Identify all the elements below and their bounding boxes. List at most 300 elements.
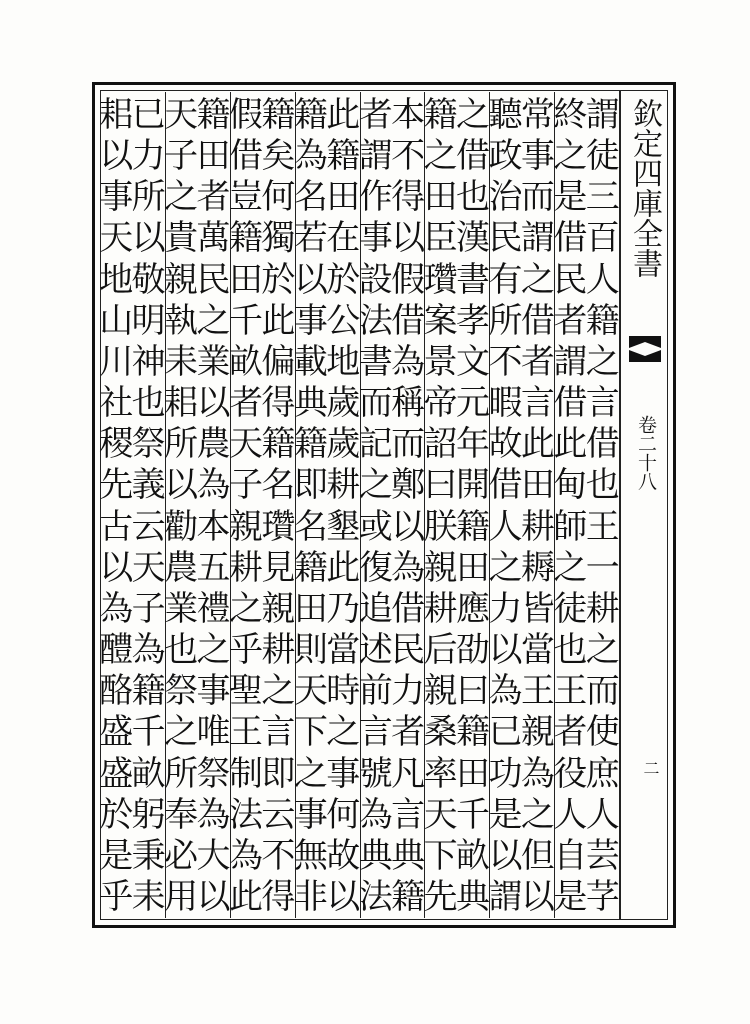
glyph: 下 bbox=[423, 835, 458, 876]
glyph: 籍 bbox=[228, 218, 263, 259]
glyph: 或 bbox=[358, 506, 393, 547]
glyph: 即 bbox=[293, 465, 328, 506]
glyph: 執 bbox=[164, 300, 199, 341]
glyph: 以 bbox=[196, 383, 231, 424]
glyph: 借 bbox=[553, 218, 588, 259]
glyph: 載 bbox=[293, 341, 328, 382]
glyph: 者 bbox=[196, 177, 231, 218]
glyph: 言 bbox=[585, 383, 620, 424]
glyph: 制 bbox=[228, 753, 263, 794]
glyph: 之 bbox=[326, 712, 361, 753]
glyph: 之 bbox=[488, 547, 523, 588]
glyph: 畝 bbox=[228, 341, 263, 382]
glyph: 耒 bbox=[131, 876, 166, 917]
glyph: 是 bbox=[553, 177, 588, 218]
glyph: 之 bbox=[228, 588, 263, 629]
glyph: 王 bbox=[585, 506, 620, 547]
glyph: 曰 bbox=[423, 465, 458, 506]
glyph: 用 bbox=[164, 876, 199, 917]
glyph: 謂 bbox=[585, 95, 620, 135]
glyph: 當 bbox=[520, 630, 555, 671]
glyph: 秉 bbox=[131, 835, 166, 876]
glyph: 先 bbox=[423, 876, 458, 917]
glyph: 天 bbox=[228, 424, 263, 465]
glyph: 帝 bbox=[423, 383, 458, 424]
glyph: 此 bbox=[553, 424, 588, 465]
glyph: 以 bbox=[520, 876, 555, 917]
glyph: 事 bbox=[358, 218, 393, 259]
glyph: 耕 bbox=[261, 630, 296, 671]
glyph: 之 bbox=[585, 630, 620, 671]
glyph: 神 bbox=[131, 341, 166, 382]
glyph: 芓 bbox=[585, 876, 620, 917]
glyph: 唯 bbox=[196, 712, 231, 753]
glyph: 天 bbox=[164, 95, 199, 135]
glyph: 孝 bbox=[456, 300, 491, 341]
glyph: 先 bbox=[99, 465, 134, 506]
glyph: 之 bbox=[585, 341, 620, 382]
glyph: 必 bbox=[164, 835, 199, 876]
glyph: 人 bbox=[488, 506, 523, 547]
glyph: 以 bbox=[488, 835, 523, 876]
glyph: 田 bbox=[423, 177, 458, 218]
glyph: 田 bbox=[456, 547, 491, 588]
glyph: 川 bbox=[99, 341, 134, 382]
glyph: 也 bbox=[164, 630, 199, 671]
glyph: 政 bbox=[488, 136, 523, 177]
glyph: 也 bbox=[131, 383, 166, 424]
glyph: 借 bbox=[228, 136, 263, 177]
glyph: 豈 bbox=[228, 177, 263, 218]
glyph: 之 bbox=[553, 136, 588, 177]
glyph: 桑 bbox=[423, 712, 458, 753]
glyph: 偏 bbox=[261, 341, 296, 382]
glyph: 為 bbox=[391, 341, 426, 382]
glyph: 墾 bbox=[326, 506, 361, 547]
glyph: 田 bbox=[293, 588, 328, 629]
glyph: 於 bbox=[99, 794, 134, 835]
glyph: 乃 bbox=[326, 588, 361, 629]
glyph: 借 bbox=[456, 136, 491, 177]
glyph: 芸 bbox=[585, 835, 620, 876]
glyph: 三 bbox=[585, 177, 620, 218]
glyph: 本 bbox=[391, 95, 426, 135]
glyph: 漢 bbox=[456, 218, 491, 259]
glyph: 名 bbox=[261, 465, 296, 506]
glyph: 不 bbox=[261, 835, 296, 876]
glyph: 以 bbox=[326, 876, 361, 917]
glyph: 此 bbox=[228, 876, 263, 917]
glyph: 若 bbox=[293, 218, 328, 259]
glyph: 此 bbox=[261, 300, 296, 341]
glyph: 畝 bbox=[456, 835, 491, 876]
glyph: 獨 bbox=[261, 218, 296, 259]
glyph: 元 bbox=[456, 383, 491, 424]
glyph: 皆 bbox=[520, 588, 555, 629]
glyph: 治 bbox=[488, 177, 523, 218]
glyph: 事 bbox=[99, 177, 134, 218]
glyph: 事 bbox=[326, 753, 361, 794]
glyph: 有 bbox=[488, 259, 523, 300]
glyph: 后 bbox=[423, 630, 458, 671]
glyph: 田 bbox=[196, 136, 231, 177]
glyph: 力 bbox=[488, 588, 523, 629]
glyph: 記 bbox=[358, 424, 393, 465]
glyph: 為 bbox=[228, 835, 263, 876]
glyph: 得 bbox=[391, 177, 426, 218]
glyph: 應 bbox=[456, 588, 491, 629]
text-column bbox=[86, 95, 146, 917]
glyph: 人 bbox=[585, 259, 620, 300]
glyph: 耒 bbox=[164, 341, 199, 382]
glyph: 千 bbox=[456, 794, 491, 835]
glyph: 民 bbox=[391, 630, 426, 671]
glyph: 則 bbox=[293, 630, 328, 671]
glyph: 號 bbox=[358, 753, 393, 794]
glyph: 千 bbox=[228, 300, 263, 341]
glyph: 此 bbox=[520, 424, 555, 465]
glyph: 者 bbox=[553, 712, 588, 753]
glyph: 之 bbox=[293, 753, 328, 794]
glyph: 聖 bbox=[228, 671, 263, 712]
glyph: 畝 bbox=[131, 753, 166, 794]
glyph: 謂 bbox=[488, 876, 523, 917]
glyph: 甸 bbox=[553, 465, 588, 506]
glyph: 法 bbox=[228, 794, 263, 835]
glyph: 追 bbox=[358, 588, 393, 629]
glyph: 借 bbox=[553, 383, 588, 424]
glyph: 也 bbox=[553, 630, 588, 671]
glyph: 籍 bbox=[456, 712, 491, 753]
glyph: 謂 bbox=[520, 218, 555, 259]
glyph: 耜 bbox=[99, 95, 134, 135]
glyph: 書 bbox=[456, 259, 491, 300]
glyph: 盛 bbox=[99, 753, 134, 794]
glyph: 以 bbox=[131, 218, 166, 259]
glyph: 義 bbox=[131, 465, 166, 506]
glyph: 籍 bbox=[423, 95, 458, 135]
glyph: 此 bbox=[326, 547, 361, 588]
glyph: 見 bbox=[261, 547, 296, 588]
glyph: 功 bbox=[488, 753, 523, 794]
glyph: 之 bbox=[196, 630, 231, 671]
glyph: 文 bbox=[456, 341, 491, 382]
glyph: 但 bbox=[520, 835, 555, 876]
glyph: 云 bbox=[261, 794, 296, 835]
glyph: 之 bbox=[520, 259, 555, 300]
glyph: 力 bbox=[391, 671, 426, 712]
glyph: 業 bbox=[164, 588, 199, 629]
glyph: 親 bbox=[423, 671, 458, 712]
glyph: 凡 bbox=[391, 753, 426, 794]
glyph: 之 bbox=[358, 465, 393, 506]
glyph: 言 bbox=[261, 712, 296, 753]
glyph: 以 bbox=[293, 259, 328, 300]
glyph: 以 bbox=[164, 465, 199, 506]
glyph: 籍 bbox=[391, 876, 426, 917]
glyph: 矣 bbox=[261, 136, 296, 177]
glyph: 業 bbox=[196, 341, 231, 382]
glyph: 民 bbox=[196, 259, 231, 300]
glyph: 自 bbox=[553, 835, 588, 876]
glyph: 社 bbox=[99, 383, 134, 424]
glyph: 當 bbox=[326, 630, 361, 671]
glyph: 終 bbox=[553, 95, 588, 135]
glyph: 得 bbox=[261, 876, 296, 917]
glyph: 耕 bbox=[423, 588, 458, 629]
glyph: 歲 bbox=[326, 383, 361, 424]
glyph: 天 bbox=[423, 794, 458, 835]
glyph: 而 bbox=[520, 177, 555, 218]
glyph: 之 bbox=[164, 712, 199, 753]
glyph: 瓚 bbox=[261, 506, 296, 547]
glyph: 得 bbox=[261, 383, 296, 424]
glyph: 耕 bbox=[585, 588, 620, 629]
glyph: 謂 bbox=[553, 341, 588, 382]
glyph: 假 bbox=[391, 259, 426, 300]
glyph: 典 bbox=[456, 876, 491, 917]
glyph: 劭 bbox=[456, 630, 491, 671]
glyph: 役 bbox=[553, 753, 588, 794]
glyph: 無 bbox=[293, 835, 328, 876]
glyph: 為 bbox=[131, 630, 166, 671]
glyph: 臣 bbox=[423, 218, 458, 259]
glyph: 親 bbox=[520, 712, 555, 753]
glyph: 以 bbox=[391, 506, 426, 547]
glyph: 復 bbox=[358, 547, 393, 588]
glyph: 法 bbox=[358, 876, 393, 917]
glyph: 開 bbox=[456, 465, 491, 506]
glyph: 於 bbox=[326, 259, 361, 300]
glyph: 為 bbox=[293, 136, 328, 177]
glyph: 地 bbox=[99, 259, 134, 300]
glyph: 本 bbox=[196, 506, 231, 547]
glyph: 已 bbox=[488, 712, 523, 753]
glyph: 祭 bbox=[131, 424, 166, 465]
glyph: 以 bbox=[196, 876, 231, 917]
glyph: 明 bbox=[131, 300, 166, 341]
glyph: 稱 bbox=[391, 383, 426, 424]
glyph: 子 bbox=[228, 465, 263, 506]
glyph: 農 bbox=[196, 424, 231, 465]
glyph: 而 bbox=[358, 383, 393, 424]
glyph: 籍 bbox=[585, 300, 620, 341]
glyph: 師 bbox=[553, 506, 588, 547]
glyph: 祭 bbox=[196, 753, 231, 794]
book-title: 欽定四庫全書 bbox=[627, 98, 662, 278]
glyph: 者 bbox=[228, 383, 263, 424]
glyph: 為 bbox=[520, 753, 555, 794]
glyph: 之 bbox=[423, 136, 458, 177]
glyph: 為 bbox=[99, 588, 134, 629]
glyph: 籍 bbox=[261, 424, 296, 465]
glyph: 事 bbox=[196, 671, 231, 712]
glyph: 耨 bbox=[520, 547, 555, 588]
glyph: 是 bbox=[99, 835, 134, 876]
glyph: 奉 bbox=[164, 794, 199, 835]
glyph: 親 bbox=[423, 547, 458, 588]
glyph: 耕 bbox=[228, 547, 263, 588]
glyph: 籍 bbox=[293, 424, 328, 465]
glyph: 鄭 bbox=[391, 465, 426, 506]
glyph: 年 bbox=[456, 424, 491, 465]
glyph: 言 bbox=[391, 794, 426, 835]
glyph: 公 bbox=[326, 300, 361, 341]
glyph: 乎 bbox=[228, 630, 263, 671]
glyph: 為 bbox=[196, 794, 231, 835]
glyph: 徒 bbox=[585, 136, 620, 177]
glyph: 事 bbox=[293, 300, 328, 341]
glyph: 為 bbox=[488, 671, 523, 712]
glyph: 歲 bbox=[326, 424, 361, 465]
glyph: 王 bbox=[228, 712, 263, 753]
chapter-label: 卷二十八 bbox=[635, 415, 657, 491]
glyph: 敬 bbox=[131, 259, 166, 300]
glyph: 千 bbox=[131, 712, 166, 753]
glyph: 而 bbox=[391, 424, 426, 465]
glyph: 前 bbox=[358, 671, 393, 712]
glyph: 之 bbox=[164, 177, 199, 218]
glyph: 者 bbox=[553, 300, 588, 341]
glyph: 云 bbox=[131, 506, 166, 547]
glyph: 以 bbox=[488, 630, 523, 671]
glyph: 所 bbox=[164, 424, 199, 465]
glyph: 所 bbox=[164, 753, 199, 794]
glyph: 人 bbox=[585, 794, 620, 835]
glyph: 五 bbox=[196, 547, 231, 588]
glyph: 下 bbox=[293, 712, 328, 753]
glyph: 於 bbox=[261, 259, 296, 300]
glyph: 故 bbox=[488, 424, 523, 465]
glyph: 天 bbox=[293, 671, 328, 712]
glyph: 乎 bbox=[99, 876, 134, 917]
glyph: 以 bbox=[99, 136, 134, 177]
glyph: 為 bbox=[196, 465, 231, 506]
glyph: 子 bbox=[164, 136, 199, 177]
glyph: 法 bbox=[358, 300, 393, 341]
glyph: 景 bbox=[423, 341, 458, 382]
glyph: 設 bbox=[358, 259, 393, 300]
glyph: 大 bbox=[196, 835, 231, 876]
glyph: 曰 bbox=[456, 671, 491, 712]
glyph: 為 bbox=[358, 794, 393, 835]
glyph: 非 bbox=[293, 876, 328, 917]
glyph: 籍 bbox=[131, 671, 166, 712]
glyph: 者 bbox=[391, 712, 426, 753]
glyph: 典 bbox=[391, 835, 426, 876]
glyph: 勸 bbox=[164, 506, 199, 547]
glyph: 在 bbox=[326, 218, 361, 259]
glyph: 借 bbox=[488, 465, 523, 506]
glyph: 不 bbox=[488, 341, 523, 382]
glyph: 耜 bbox=[164, 383, 199, 424]
glyph: 山 bbox=[99, 300, 134, 341]
glyph: 名 bbox=[293, 177, 328, 218]
glyph: 貴 bbox=[164, 218, 199, 259]
glyph: 人 bbox=[553, 794, 588, 835]
glyph: 籍 bbox=[326, 136, 361, 177]
glyph: 以 bbox=[99, 547, 134, 588]
glyph: 田 bbox=[326, 177, 361, 218]
glyph: 之 bbox=[520, 794, 555, 835]
glyph: 王 bbox=[553, 671, 588, 712]
glyph: 力 bbox=[131, 136, 166, 177]
glyph: 也 bbox=[456, 177, 491, 218]
glyph: 暇 bbox=[488, 383, 523, 424]
glyph: 述 bbox=[358, 630, 393, 671]
glyph: 何 bbox=[261, 177, 296, 218]
glyph: 也 bbox=[585, 465, 620, 506]
glyph: 借 bbox=[520, 300, 555, 341]
glyph: 民 bbox=[553, 259, 588, 300]
glyph: 是 bbox=[488, 794, 523, 835]
glyph: 籍 bbox=[456, 506, 491, 547]
page-number: 二 bbox=[641, 760, 660, 776]
glyph: 親 bbox=[228, 506, 263, 547]
glyph: 是 bbox=[553, 876, 588, 917]
glyph: 天 bbox=[131, 547, 166, 588]
glyph: 瓚 bbox=[423, 259, 458, 300]
glyph: 作 bbox=[358, 177, 393, 218]
glyph: 祭 bbox=[164, 671, 199, 712]
glyph: 率 bbox=[423, 753, 458, 794]
glyph: 耕 bbox=[326, 465, 361, 506]
glyph: 稷 bbox=[99, 424, 134, 465]
glyph: 時 bbox=[326, 671, 361, 712]
glyph: 假 bbox=[228, 95, 263, 135]
glyph: 而 bbox=[585, 671, 620, 712]
glyph: 已 bbox=[131, 95, 166, 135]
glyph: 之 bbox=[456, 95, 491, 135]
glyph: 之 bbox=[553, 547, 588, 588]
glyph: 典 bbox=[358, 835, 393, 876]
glyph: 者 bbox=[520, 341, 555, 382]
glyph: 不 bbox=[391, 136, 426, 177]
glyph: 何 bbox=[326, 794, 361, 835]
glyph: 以 bbox=[391, 218, 426, 259]
glyph: 親 bbox=[164, 259, 199, 300]
glyph: 典 bbox=[293, 383, 328, 424]
glyph: 言 bbox=[358, 712, 393, 753]
glyph: 古 bbox=[99, 506, 134, 547]
glyph: 為 bbox=[391, 547, 426, 588]
glyph: 借 bbox=[391, 588, 426, 629]
glyph: 名 bbox=[293, 506, 328, 547]
glyph: 即 bbox=[261, 753, 296, 794]
glyph: 詔 bbox=[423, 424, 458, 465]
glyph: 田 bbox=[228, 259, 263, 300]
glyph: 耕 bbox=[520, 506, 555, 547]
glyph: 案 bbox=[423, 300, 458, 341]
glyph: 王 bbox=[520, 671, 555, 712]
glyph: 借 bbox=[585, 424, 620, 465]
glyph: 者 bbox=[358, 95, 393, 135]
glyph: 酪 bbox=[99, 671, 134, 712]
glyph: 天 bbox=[99, 218, 134, 259]
glyph: 借 bbox=[391, 300, 426, 341]
glyph: 謂 bbox=[358, 136, 393, 177]
glyph: 事 bbox=[520, 136, 555, 177]
glyph: 親 bbox=[261, 588, 296, 629]
glyph: 之 bbox=[261, 671, 296, 712]
glyph: 故 bbox=[326, 835, 361, 876]
glyph: 籍 bbox=[293, 547, 328, 588]
glyph: 醴 bbox=[99, 630, 134, 671]
glyph: 禮 bbox=[196, 588, 231, 629]
glyph: 民 bbox=[488, 218, 523, 259]
glyph: 之 bbox=[196, 300, 231, 341]
glyph: 徒 bbox=[553, 588, 588, 629]
